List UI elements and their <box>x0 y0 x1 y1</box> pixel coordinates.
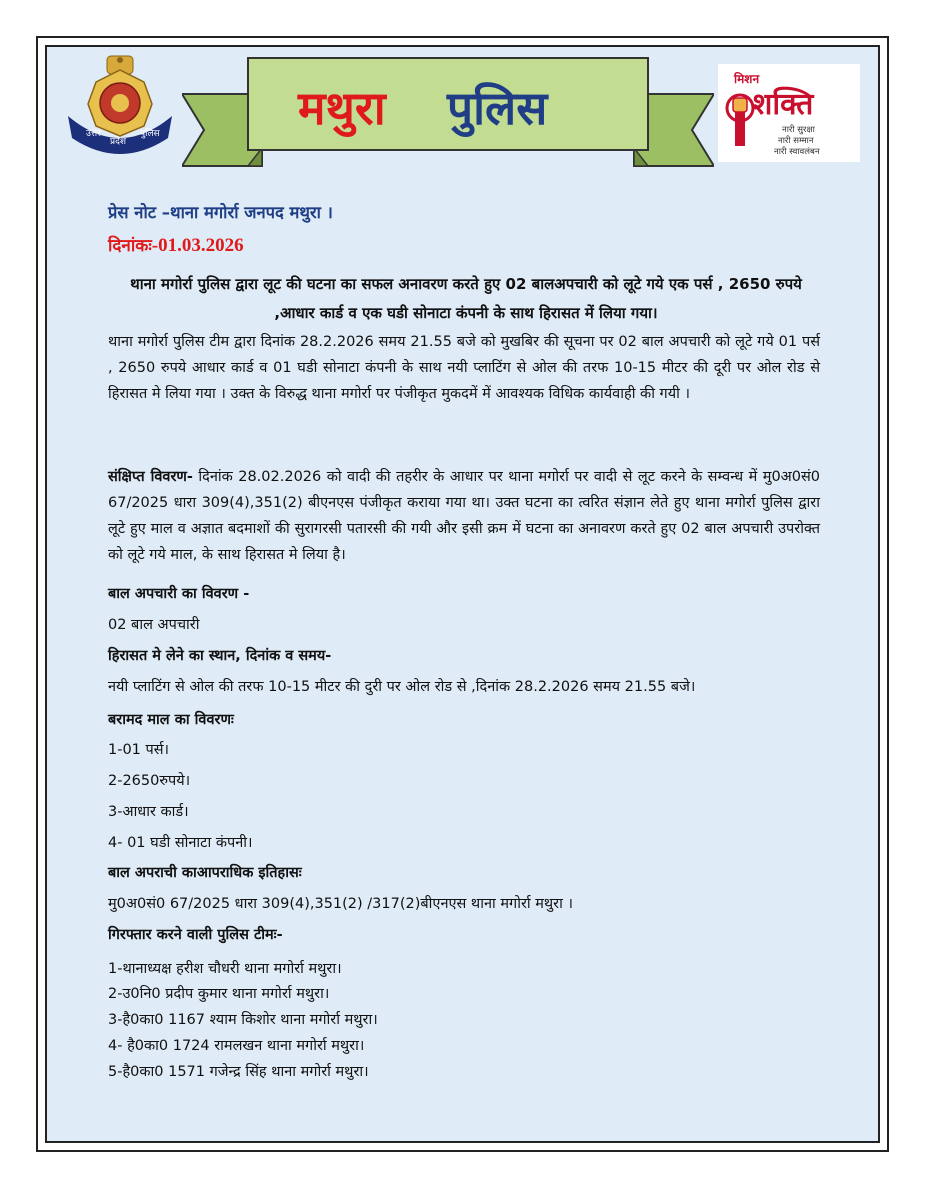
history-value: मु0अ0सं0 67/2025 धारा 309(4),351(2) /317(2)बीएनएस थाना मगोर्रा मथुरा । <box>108 896 573 912</box>
title-banner <box>182 52 714 168</box>
recovered-item: 3-आधार कार्ड। <box>108 804 189 820</box>
team-member: 5-है0का0 1571 गजेन्द्र सिंह थाना मगोर्रा मथुरा। <box>108 1064 369 1080</box>
svg-text:शक्ति: शक्ति <box>752 87 814 122</box>
team-member: 2-उ0नि0 प्रदीप कुमार थाना मगोर्रा मथुरा। <box>108 986 330 1002</box>
date-value: -01.03.2026 <box>151 235 244 256</box>
custody-value: नयी प्लाटिंग से ओल की तरफ 10-15 मीटर की दुरी पर ओल रोड से ,दिनांक 28.2.2026 समय 21.55 बजे। <box>108 679 696 695</box>
svg-text:नारी सम्मान: नारी सम्मान <box>778 136 814 146</box>
date-line <box>108 233 244 257</box>
custody-heading: हिरासत मे लेने का स्थान, दिनांक व समय- <box>108 648 332 664</box>
svg-text:प्रदेश: प्रदेश <box>110 137 127 147</box>
svg-text:नारी सुरक्षा: नारी सुरक्षा <box>782 125 815 135</box>
svg-text:पुलिस: पुलिस <box>140 129 160 139</box>
paragraph-arrest: थाना मगोर्रा पुलिस टीम द्वारा दिनांक 28.2.2026 समय 21.55 बजे को मुखबिर की सूचना पर 02 बाल अपचारी को लूटे गये 01 पर्स , 2650 रुपये आधार कार्ड व 01 घडी सोनाटा कंपनी के साथ नयी प्लाटिंग से ओल की तरफ 10-15 मीटर की दूरी पर ओल रोड से हिरासत मे लिया गया । उक्त के विरुद्ध थाना मगोर्रा पर पंजीकृत मुकदमें में आवश्यक विधिक कार्यवाही की गयी । <box>108 334 820 402</box>
team-member: 3-है0का0 1167 श्याम किशोर थाना मगोर्रा मथुरा। <box>108 1012 378 1028</box>
juvenile-heading: बाल अपचारी का विवरण - <box>108 586 250 602</box>
paragraph-brief <box>108 464 820 568</box>
brief-label: संक्षिप्त विवरण- <box>108 469 193 485</box>
team-member: 1-थानाध्यक्ष हरीश चौधरी थाना मगोर्रा मथुरा। <box>108 961 342 977</box>
juvenile-value: 02 बाल अपचारी <box>108 617 200 633</box>
history-heading: बाल अपराची काआपराधिक इतिहासः <box>108 865 302 881</box>
banner-title-police: पुलिस <box>447 81 548 135</box>
banner-title-mathura: मथुरा <box>298 81 386 135</box>
recovered-item: 2-2650रुपये। <box>108 773 191 789</box>
team-member: 4- है0का0 1724 रामलखन थाना मगोर्रा मथुरा। <box>108 1038 365 1054</box>
team-heading: गिरफ्तार करने वाली पुलिस टीमः- <box>108 927 283 943</box>
recovered-item: 4- 01 घडी सोनाटा कंपनी। <box>108 835 253 851</box>
mission-shakti-logo <box>718 64 860 162</box>
up-police-emblem <box>64 54 176 154</box>
recovered-heading: बरामद माल का विवरणः <box>108 712 234 728</box>
recovered-item: 1-01 पर्स। <box>108 742 170 758</box>
date-label: दिनांकः <box>108 236 152 256</box>
svg-text:नारी स्वावलंबन: नारी स्वावलंबन <box>774 147 820 157</box>
press-note-heading: प्रेस नोट –थाना मगोर्रा जनपद मथुरा । <box>108 203 333 222</box>
brief-text: दिनांक 28.02.2026 को वादी की तहरीर के आधार पर थाना मगोर्रा पर वादी से लूट करने के सम्वन्ध में मु0अ0सं0 67/2025 धारा 309(4),351(2) बीएनएस पंजीकृत कराया गया था। उक्त घटना का त्वरित संज्ञान लेते हुए थाना मगोर्रा पुलिस द्वारा लूटे हुए माल व अज्ञात बदमाशों की सुरागरसी पतारसी की गयी और इसी क्रम में घटना का अनावरण करते हुए 02 बाल अपचारी उपरोक्त को लूटे गये माल, के साथ हिरासत मे लिया है। <box>108 469 820 563</box>
summary-heading: थाना मगोर्रा पुलिस द्वारा लूट की घटना का सफल अनावरण करते हुए 02 बालअपचारी को लूटे गये एक पर्स , 2650 रुपये ,आधार कार्ड व एक घडी सोनाटा कंपनी के साथ हिरासत में लिया गया। <box>130 275 802 322</box>
svg-text:उत्तर: उत्तर <box>86 129 101 139</box>
svg-text:मिशन: मिशन <box>734 72 760 86</box>
